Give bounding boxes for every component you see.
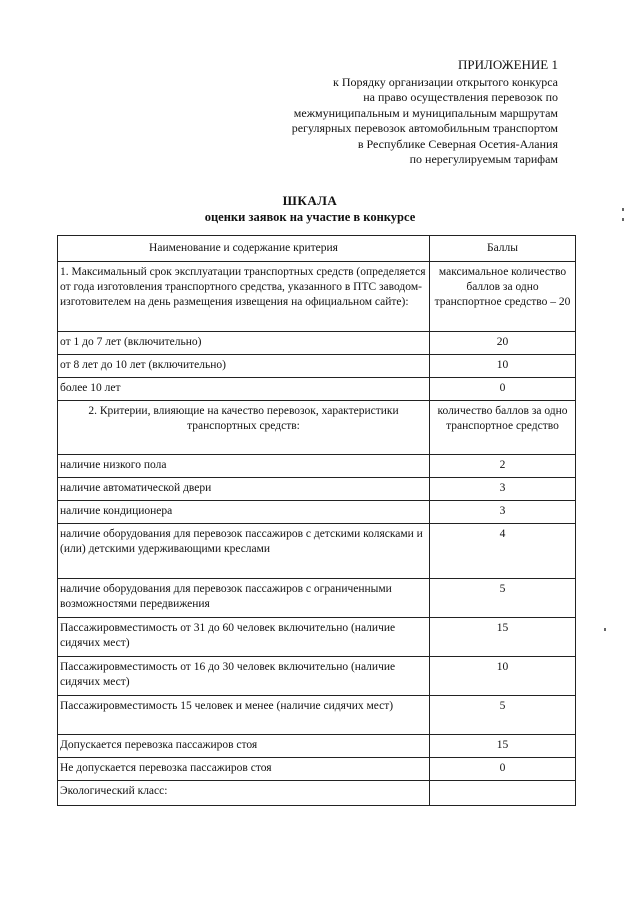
criterion-cell: Не допускается перевозка пассажиров стоя [58,758,430,781]
appendix-line: в Республике Северная Осетия-Алания [357,136,558,151]
points-cell: максимальное количество баллов за одно транспортное средство – 20 [430,262,576,332]
table-row [58,579,576,618]
criterion-cell: Экологический класс: [58,781,430,806]
appendix-title: ПРИЛОЖЕНИЕ 1 [458,57,558,72]
points-cell [430,781,576,806]
points-cell: 4 [430,524,576,579]
table-row [58,262,576,332]
table-row [58,378,576,401]
appendix-line: по нерегулируемым тарифам [409,152,558,166]
points-cell: 0 [430,378,576,401]
appendix-line: к Порядку организации открытого конкурса [333,74,558,89]
scan-speck [622,218,624,221]
header-criterion: Наименование и содержание критерия [58,236,430,262]
scan-speck [622,208,624,211]
scale-subtitle: оценки заявок на участие в конкурсе [204,210,416,224]
criterion-cell: 1. Максимальный срок эксплуатации транспортных средств (определяется от года изготовления транспортного средства, указанного в ПТС заводом-изготовителем на день размещения извещения на официальном сайте): [58,262,430,332]
table-row [58,524,576,579]
points-cell: 10 [430,355,576,378]
points-cell: 5 [430,579,576,618]
criterion-cell: наличие кондиционера [58,501,430,524]
table-row [58,501,576,524]
points-cell: 15 [430,618,576,657]
table-row [58,455,576,478]
table-row [58,735,576,758]
table-row [58,758,576,781]
table-row [58,781,576,806]
criterion-cell: 2. Критерии, влияющие на качество перевозок, характеристики транспортных средств: [58,401,430,455]
points-cell: 15 [430,735,576,758]
appendix-line: на право осуществления перевозок по [363,90,558,104]
table-row [58,478,576,501]
criterion-cell: наличие оборудования для перевозок пассажиров с детскими колясками и (или) детскими удерживающими креслами [58,524,430,579]
criterion-cell: наличие автоматической двери [58,478,430,501]
criteria-table [57,235,576,806]
table-row [58,657,576,696]
criterion-cell: от 1 до 7 лет (включительно) [58,332,430,355]
criterion-cell: от 8 лет до 10 лет (включительно) [58,355,430,378]
points-cell: 10 [430,657,576,696]
appendix-line: межмуниципальным и муниципальным маршрутам [293,105,558,120]
appendix-line: регулярных перевозок автомобильным транспортом [291,121,558,135]
scale-title: ШКАЛА [282,193,338,208]
table-row [58,401,576,455]
points-cell: 3 [430,478,576,501]
criterion-cell: наличие оборудования для перевозок пассажиров с ограниченными возможностями передвижения [58,579,430,618]
table-row [58,696,576,735]
criterion-cell: более 10 лет [58,378,430,401]
points-cell: 20 [430,332,576,355]
points-cell: 5 [430,696,576,735]
table-row [58,332,576,355]
table-row [58,618,576,657]
criterion-cell: Пассажировместимость от 16 до 30 человек включительно (наличие сидячих мест) [58,657,430,696]
document-heading [0,193,620,225]
appendix-block [228,57,558,168]
table-row [58,355,576,378]
criterion-cell: Допускается перевозка пассажиров стоя [58,735,430,758]
header-points: Баллы [430,236,576,262]
scan-speck [604,628,606,631]
points-cell: 2 [430,455,576,478]
criterion-cell: Пассажировместимость от 31 до 60 человек включительно (наличие сидячих мест) [58,618,430,657]
points-cell: 0 [430,758,576,781]
table-header-row [58,236,576,262]
criterion-cell: Пассажировместимость 15 человек и менее (наличие сидячих мест) [58,696,430,735]
criterion-cell: наличие низкого пола [58,455,430,478]
points-cell: 3 [430,501,576,524]
points-cell: количество баллов за одно транспортное средство [430,401,576,455]
